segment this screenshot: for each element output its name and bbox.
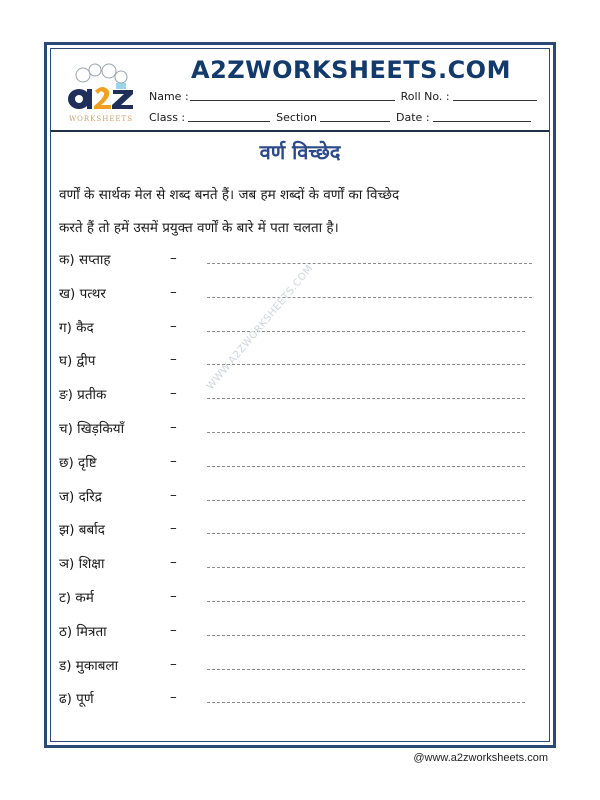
- exercise-item: [59, 417, 549, 451]
- item-marker: ज): [59, 488, 75, 505]
- item-dash: –: [170, 554, 177, 571]
- worksheet-inner-frame: [50, 48, 550, 742]
- item-word: कर्म: [75, 589, 94, 606]
- item-word: कैद: [76, 319, 94, 336]
- intro-line-2: करते हैं तो हमें उसमें प्रयुक्त वर्णों के बारे में पता चलता है।: [59, 220, 339, 236]
- item-dash: –: [170, 587, 177, 604]
- answer-line[interactable]: [207, 702, 525, 703]
- item-marker: ग): [59, 319, 72, 336]
- item-dash: –: [170, 250, 177, 266]
- answer-line[interactable]: [207, 567, 525, 568]
- item-dash: –: [170, 385, 177, 402]
- worksheet-header: [51, 49, 549, 132]
- item-word: दृष्टि: [78, 454, 97, 471]
- item-word: प्रतीक: [77, 387, 107, 404]
- item-dash: –: [170, 520, 177, 537]
- class-field[interactable]: [188, 110, 270, 122]
- item-dash: –: [170, 486, 177, 503]
- answer-line[interactable]: [207, 263, 532, 264]
- item-dash: –: [170, 283, 177, 300]
- exercise-item: [59, 349, 549, 383]
- item-marker: ञ): [59, 556, 75, 573]
- item-word: शिक्षा: [78, 556, 105, 573]
- answer-line[interactable]: [207, 297, 532, 298]
- item-dash: –: [170, 452, 177, 469]
- item-word: सप्ताह: [78, 252, 111, 268]
- worksheet-title: वर्ण विच्छेद: [259, 140, 341, 164]
- exercise-item: [59, 687, 549, 721]
- site-title: A2ZWORKSHEETS.COM: [191, 56, 511, 84]
- intro-line-1: वर्णों के सार्थक मेल से शब्द बनते हैं। जब हम शब्दों के वर्णों का विच्छेद: [59, 187, 400, 203]
- intro-paragraph: [59, 179, 549, 245]
- answer-line[interactable]: [207, 500, 525, 501]
- item-word: पत्थर: [79, 285, 106, 302]
- section-field[interactable]: [320, 110, 390, 122]
- answer-line[interactable]: [207, 635, 525, 636]
- item-marker: च): [59, 420, 73, 437]
- exercise-item: [59, 451, 549, 485]
- item-word: बर्बाद: [78, 522, 105, 539]
- exercise-item: [59, 552, 549, 586]
- date-label: Date :: [396, 111, 430, 124]
- answer-line[interactable]: [207, 533, 525, 534]
- exercise-item: [59, 654, 549, 688]
- exercise-item: [59, 316, 549, 350]
- item-dash: –: [170, 689, 177, 706]
- item-marker: घ): [59, 353, 73, 370]
- exercise-item: [59, 383, 549, 417]
- exercise-item: [59, 485, 549, 519]
- watermark: WWW.A2ZWORKSHEETS.COM: [205, 263, 316, 393]
- item-dash: –: [170, 351, 177, 368]
- item-dash: –: [170, 317, 177, 334]
- item-marker: ङ): [59, 387, 73, 404]
- item-marker: ट): [59, 589, 72, 606]
- exercise-item: [59, 586, 549, 620]
- item-word: पूर्ण: [76, 691, 94, 708]
- answer-line[interactable]: [207, 432, 525, 433]
- exercise-item: [59, 620, 549, 654]
- item-marker: ठ): [59, 623, 73, 640]
- item-word: मुकाबला: [75, 657, 119, 674]
- roll-no-label: Roll No. :: [400, 90, 450, 103]
- exercise-item: [59, 518, 549, 552]
- exercise-list: [59, 248, 549, 721]
- item-dash: –: [170, 621, 177, 638]
- footer-url[interactable]: @www.a2zworksheets.com: [413, 752, 548, 764]
- item-word: मित्रता: [76, 623, 107, 640]
- item-word: द्वीप: [76, 353, 96, 370]
- item-marker: क): [59, 252, 75, 268]
- item-marker: छ): [59, 454, 74, 471]
- answer-line[interactable]: [207, 466, 525, 467]
- exercise-item: [59, 282, 549, 316]
- item-marker: ढ): [59, 691, 72, 708]
- answer-line[interactable]: [207, 364, 525, 365]
- item-marker: ख): [59, 285, 76, 302]
- item-dash: –: [170, 418, 177, 435]
- worksheet-frame: [44, 42, 556, 748]
- item-word: दरिद्र: [78, 488, 102, 505]
- svg-text:WORKSHEETS: WORKSHEETS: [68, 115, 134, 123]
- item-dash: –: [170, 655, 177, 672]
- name-roll-row: [149, 89, 543, 103]
- item-word: खिड़कियाँ: [77, 420, 125, 437]
- answer-line[interactable]: [207, 669, 525, 670]
- a2z-logo-icon: [61, 61, 141, 125]
- section-label: Section: [276, 111, 318, 124]
- name-field[interactable]: [190, 89, 395, 101]
- name-label: Name :: [149, 90, 189, 103]
- answer-line[interactable]: [207, 398, 525, 399]
- roll-no-field[interactable]: [453, 89, 537, 101]
- answer-line[interactable]: [207, 601, 525, 602]
- item-marker: ड): [59, 657, 72, 674]
- class-label: Class :: [149, 111, 186, 124]
- class-section-date-row: [149, 110, 537, 124]
- item-marker: झ): [59, 522, 75, 539]
- date-field[interactable]: [433, 110, 531, 122]
